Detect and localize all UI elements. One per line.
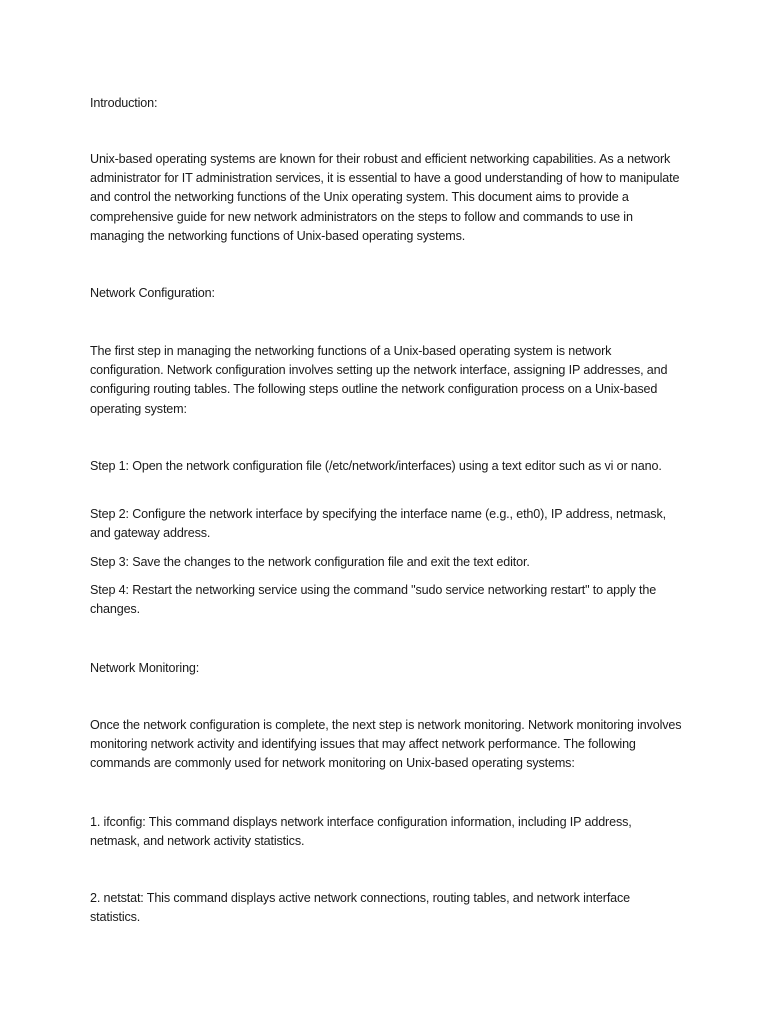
monitoring-heading: Network Monitoring: (90, 661, 200, 675)
intro-heading: Introduction: (90, 96, 158, 110)
step-1: Step 1: Open the network configuration file (/etc/network/interfaces) using a text editor such as vi or nano. (90, 459, 662, 473)
command-netstat: 2. netstat: This command displays active network connections, routing tables, and network interface statistics. (90, 891, 631, 925)
step-3: Step 3: Save the changes to the network configuration file and exit the text editor. (90, 555, 530, 569)
config-paragraph: The first step in managing the networking functions of a Unix-based operating system is network configuration. Network configuration involves setting up the network interface, assigning IP addresses, and configuring routing tables. The following steps outline the network configuration process on a Unix-based operating system: (90, 344, 668, 416)
step-4: Step 4: Restart the networking service using the command "sudo service networking restart" to apply the changes. (90, 583, 657, 617)
intro-paragraph: Unix-based operating systems are known for their robust and efficient networking capabilities. As a network administrator for IT administration services, it is essential to have a good understanding of how to manipulate and control the networking functions of the Unix operating system. This document aims to provide a comprehensive guide for new network administrators on the steps to follow and commands to use in managing the networking functions of Unix-based operating systems. (90, 152, 680, 243)
command-ifconfig: 1. ifconfig: This command displays network interface configuration information, including IP address, netmask, and network activity statistics. (90, 815, 632, 849)
monitoring-paragraph: Once the network configuration is complete, the next step is network monitoring. Network monitoring involves monitoring network activity and identifying issues that may affect network performance. The following commands are commonly used for network monitoring on Unix-based operating systems: (90, 718, 682, 771)
config-heading: Network Configuration: (90, 286, 215, 300)
step-2: Step 2: Configure the network interface by specifying the interface name (e.g., eth0), IP address, netmask, and gateway address. (90, 507, 666, 541)
